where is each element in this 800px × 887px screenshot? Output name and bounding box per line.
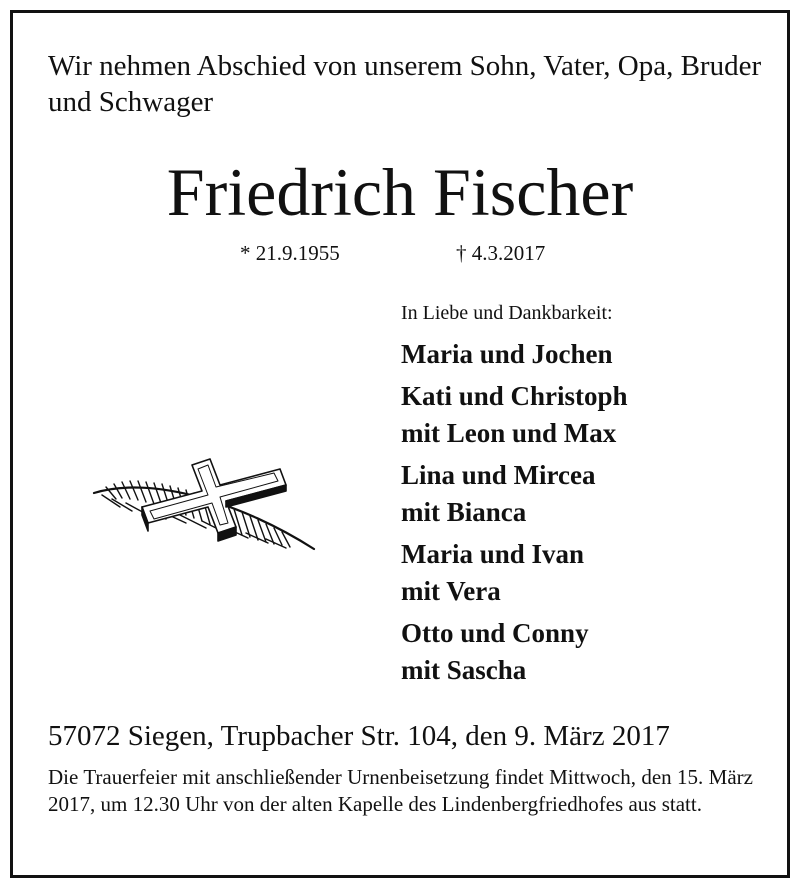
mourner-group bbox=[401, 615, 628, 689]
mourner-group bbox=[401, 336, 628, 373]
death-date: † 4.3.2017 bbox=[456, 241, 546, 265]
deceased-name: Friedrich Fischer bbox=[166, 154, 634, 230]
mourner-children: mit Sascha bbox=[401, 655, 527, 685]
cross-with-palm-icon bbox=[92, 455, 320, 555]
mourner-names: Kati und Christoph bbox=[401, 381, 628, 411]
mourner-group bbox=[401, 457, 628, 531]
mourner-group bbox=[401, 536, 628, 610]
mourner-group bbox=[401, 378, 628, 452]
mourner-children: mit Bianca bbox=[401, 497, 527, 527]
mourner-names: Maria und Jochen bbox=[401, 339, 613, 369]
mourner-children: mit Leon und Max bbox=[401, 418, 617, 448]
intro-text: Wir nehmen Abschied von unserem Sohn, Vater, Opa, Bruder und Schwager bbox=[48, 50, 762, 118]
address-line: 57072 Siegen, Trupbacher Str. 104, den 9. März 2017 bbox=[48, 720, 670, 752]
mourner-names: Maria und Ivan bbox=[401, 539, 585, 569]
mourner-names: Lina und Mircea bbox=[401, 460, 596, 490]
mourner-names: Otto und Conny bbox=[401, 618, 589, 648]
mourners-list bbox=[401, 336, 628, 694]
funeral-notice: Die Trauerfeier mit anschließender Urnenbeisetzung findet Mittwoch, den 15. März 2017, um 12.30 Uhr von der alten Kapelle des Lindenbergfriedhofes aus statt. bbox=[48, 765, 753, 816]
thanks-line: In Liebe und Dankbarkeit: bbox=[401, 302, 613, 324]
mourner-children: mit Vera bbox=[401, 576, 501, 606]
birth-date: * 21.9.1955 bbox=[240, 241, 340, 265]
